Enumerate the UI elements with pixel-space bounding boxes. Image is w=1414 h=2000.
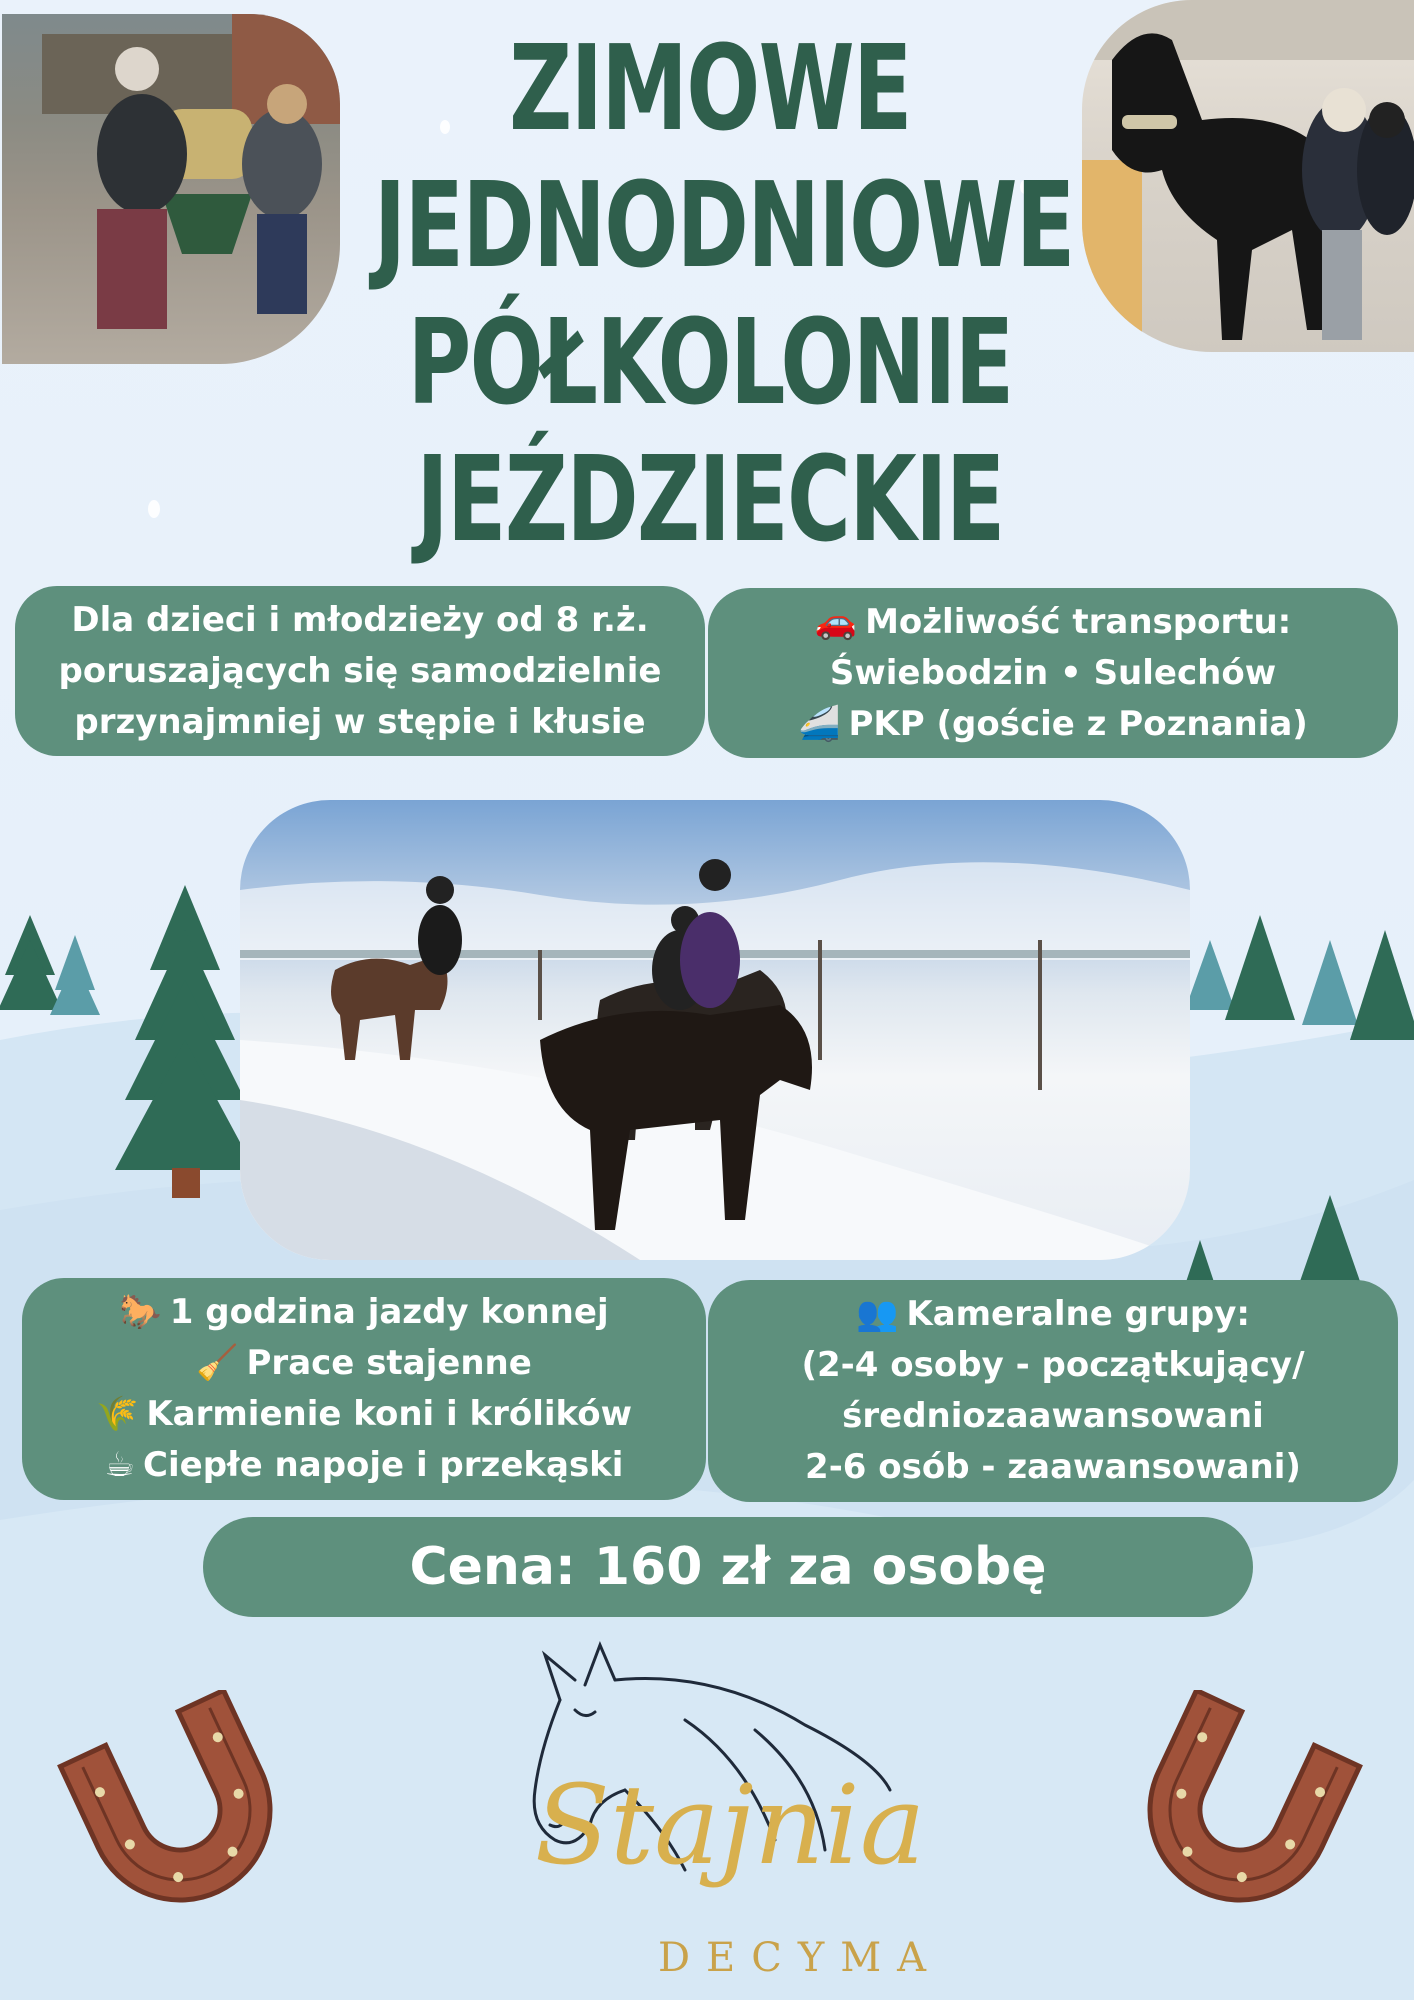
groups-line-4: 2-6 osób - zaawansowani)	[805, 1447, 1301, 1487]
logo-script-text: Stajnia	[534, 1761, 926, 1889]
title-line-3: PÓŁKOLONIE	[407, 293, 1013, 431]
horseshoe-left-icon	[50, 1690, 310, 1930]
transport-heading: Możliwość transportu:	[865, 601, 1292, 642]
groups-box	[708, 1280, 1398, 1502]
activity-item: 🧹 Prace stajenne	[22, 1338, 706, 1389]
grain-icon: 🌾	[95, 1394, 139, 1434]
transport-box	[708, 588, 1398, 758]
horse-icon: 🐎	[119, 1292, 162, 1332]
activities-box	[22, 1278, 706, 1500]
hot-drink-icon: ☕	[104, 1445, 136, 1485]
photo-hay-wheelbarrow	[2, 14, 340, 364]
photo-winter-horse-ride	[240, 800, 1190, 1260]
trees-left	[0, 880, 260, 1220]
photo-horse-in-stable	[1082, 0, 1414, 352]
logo-subtitle: DECYMA	[657, 1935, 943, 1981]
groups-line-3: średniozaawansowani	[842, 1396, 1264, 1436]
people-icon: 👥	[856, 1294, 899, 1334]
activity-item: 🌾 Karmienie koni i królików	[22, 1389, 706, 1440]
groups-heading: Kameralne grupy:	[906, 1294, 1250, 1334]
activity-item: ☕ Ciepłe napoje i przekąski	[22, 1440, 706, 1491]
groups-line-2: (2-4 osoby - początkujący/	[801, 1345, 1305, 1385]
age-line-1: Dla dzieci i młodzieży od 8 r.ż.	[71, 599, 649, 640]
age-line-3: przynajmniej w stępie i kłusie	[74, 701, 646, 742]
price-banner: Cena: 160 zł za osobę	[203, 1517, 1253, 1617]
title-line-2: JEDNODNIOWE	[373, 156, 1074, 294]
train-icon: 🚄	[798, 703, 841, 744]
activity-item: 🐎 1 godzina jazdy konnej	[22, 1287, 706, 1338]
horseshoe-right-icon	[1110, 1690, 1370, 1930]
age-requirements-box	[15, 586, 705, 756]
transport-cities: Świebodzin • Sulechów	[829, 652, 1277, 693]
title-line-4: JEŹDZIECKIE	[416, 430, 1004, 568]
car-icon: 🚗	[814, 601, 858, 642]
title-line-1: ZIMOWE	[509, 19, 911, 157]
age-line-2: poruszających się samodzielnie	[58, 650, 662, 691]
transport-train: PKP (goście z Poznania)	[848, 703, 1308, 744]
broom-icon: 🧹	[196, 1343, 239, 1383]
trees-right	[1180, 900, 1414, 1070]
page-title	[373, 19, 1074, 568]
